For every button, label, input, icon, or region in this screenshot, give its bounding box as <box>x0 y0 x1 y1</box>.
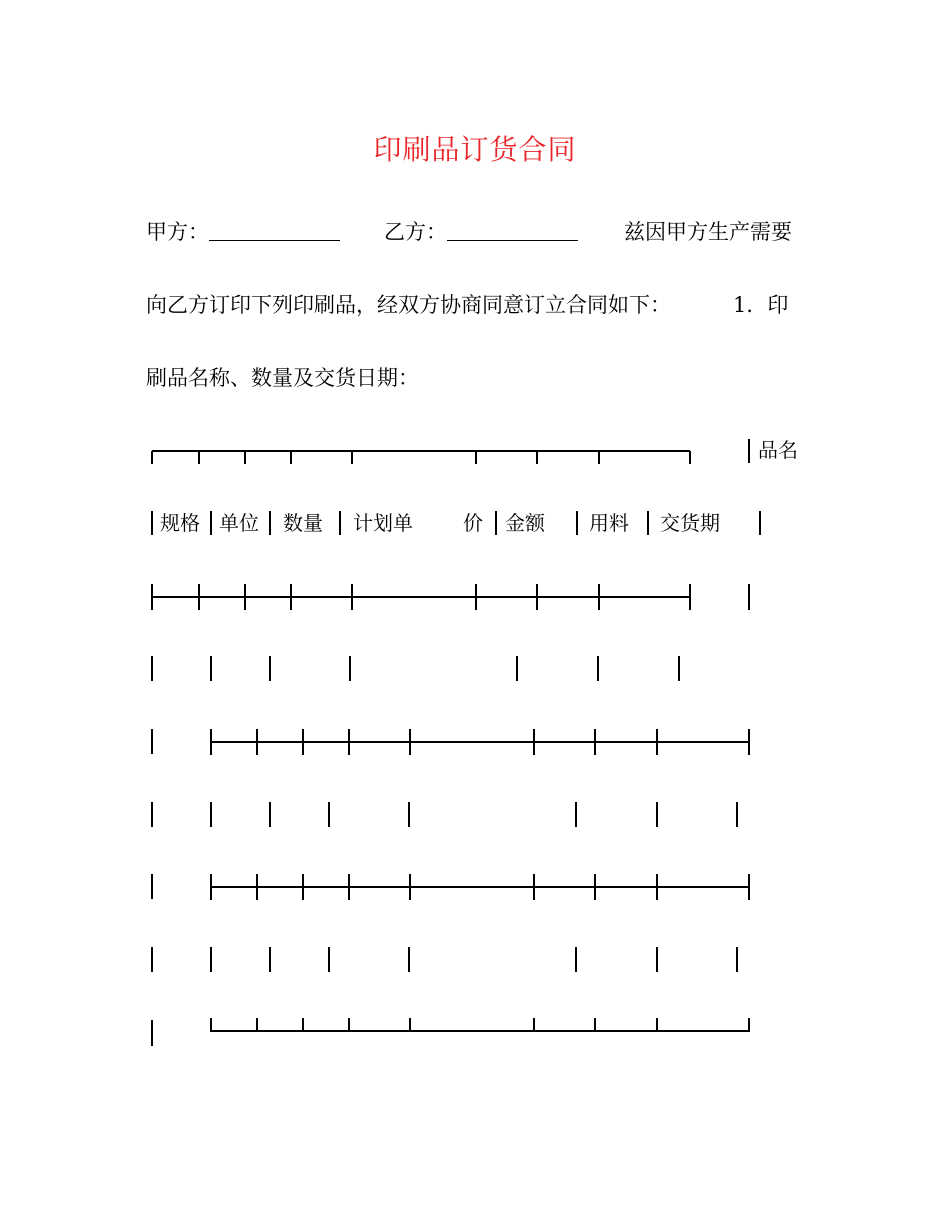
party-b-label: 乙方： <box>384 220 447 244</box>
table-header-spec: 规格 <box>160 511 200 535</box>
paragraph-line-3: 刷品名称、数量及交货日期： <box>146 366 419 390</box>
table-header-separators <box>152 511 760 535</box>
table-header-planned-unit: 计划单 <box>353 511 413 535</box>
table-bottom-border <box>152 1018 749 1046</box>
page-title: 印刷品订货合同 <box>373 133 577 166</box>
table-row-5-separators <box>152 947 737 972</box>
intro-start: 兹因甲方生产需要 <box>624 220 792 244</box>
party-a-label: 甲方： <box>146 220 209 244</box>
paragraph-line-2: 向乙方订印下列印刷品，经双方协商同意订立合同如下： <box>146 293 671 317</box>
table-header-pinming: 品名 <box>758 438 798 462</box>
table-row-1-separators <box>152 656 679 681</box>
table-row-3-separators <box>152 802 737 827</box>
table-row-4-border <box>152 874 749 900</box>
table-top-border <box>152 439 749 464</box>
table-header-amount: 金额 <box>505 511 545 535</box>
clause-number: 1．印 <box>733 293 789 317</box>
table-header-material: 用料 <box>589 511 629 535</box>
table-header-price: 价 <box>463 511 483 535</box>
table-header-delivery: 交货期 <box>660 511 720 535</box>
table-header-bottom-border <box>152 584 749 610</box>
table-row-2-border <box>152 729 749 755</box>
table-header-quantity: 数量 <box>283 511 323 535</box>
table-header-unit: 单位 <box>219 511 259 535</box>
